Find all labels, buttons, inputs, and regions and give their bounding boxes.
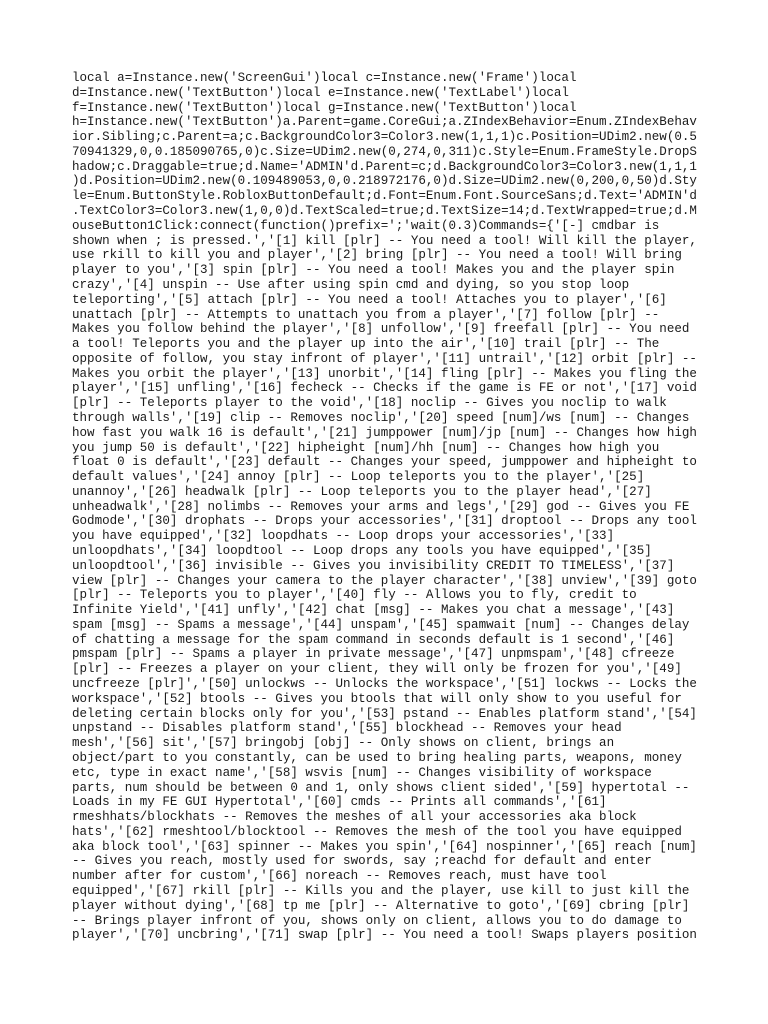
code-line: h=Instance.new('TextButton')a.Parent=game.CoreGui;a.ZIndexBehavior=Enum.ZIndexBehav — [72, 115, 697, 130]
code-line: default values','[24] annoy [plr] -- Loop teleports you to the player','[25] — [72, 470, 645, 485]
code-line: player to you','[3] spin [plr] -- You need a tool! Makes you and the player spin — [72, 263, 675, 278]
code-text-block — [72, 71, 702, 943]
code-line: number after for custom','[66] noreach -- Removes reach, must have tool — [72, 869, 607, 884]
code-line: [plr] -- Teleports player to the void','[18] noclip -- Gives you noclip to walk — [72, 396, 667, 411]
code-line: a tool! Teleports you and the player up into the air','[10] trail [plr] -- The — [72, 337, 660, 352]
code-line: shown when ; is pressed.','[1] kill [plr] -- You need a tool! Will kill the player, — [72, 233, 697, 248]
code-line: f=Instance.new('TextButton')local g=Instance.new('TextButton')local — [72, 100, 577, 115]
code-line: ouseButton1Click:connect(function()prefix=';'wait(0.3)Commands={'[-] cmdbar is — [72, 218, 660, 233]
code-line: -- Brings player infront of you, shows only on client, allows you to do damage to — [72, 913, 682, 928]
code-line: [plr] -- Freezes a player on your client, they will only be frozen for you','[49] — [72, 662, 682, 677]
code-line: aka block tool','[63] spinner -- Makes you spin','[64] nospinner','[65] reach [num] — [72, 839, 697, 854]
code-line: hadow;c.Draggable=true;d.Name='ADMIN'd.Parent=c;d.BackgroundColor3=Color3.new(1,1,1 — [72, 159, 697, 174]
code-line: pmspam [plr] -- Spams a player in private message','[47] unpmspam','[48] cfreeze — [72, 647, 675, 662]
code-line: )d.Position=UDim2.new(0.109489053,0,0.218972176,0)d.Size=UDim2.new(0,200,0,50)d.Sty — [72, 174, 697, 189]
code-line: you have equipped','[32] loopdhats -- Loop drops your accessories','[33] — [72, 529, 615, 544]
code-line: spam [msg] -- Spams a message','[44] unspam','[45] spamwait [num] -- Changes delay — [72, 617, 690, 632]
code-line: use rkill to kill you and player','[2] bring [plr] -- You need a tool! Will bring — [72, 248, 682, 263]
code-line: unannoy','[26] headwalk [plr] -- Loop teleports you to the player head','[27] — [72, 484, 652, 499]
code-line: le=Enum.ButtonStyle.RobloxButtonDefault;d.Font=Enum.Font.SourceSans;d.Text='ADMIN'd — [72, 189, 697, 204]
code-line: view [plr] -- Changes your camera to the player character','[38] unview','[39] goto — [72, 573, 697, 588]
code-line: unloopdhats','[34] loopdtool -- Loop drops any tools you have equipped','[35] — [72, 544, 652, 558]
code-line: .TextColor3=Color3.new(1,0,0)d.TextScaled=true;d.TextSize=14;d.TextWrapped=true;d.M — [72, 204, 697, 219]
code-line: Makes you follow behind the player','[8] unfollow','[9] freefall [plr] -- You need — [72, 322, 690, 337]
code-line: local a=Instance.new('ScreenGui')local c=Instance.new('Frame')local — [72, 71, 577, 85]
code-line: player without dying','[68] tp me [plr] -- Alternative to goto','[69] cbring [plr] — [72, 898, 690, 913]
code-line: unloopdtool','[36] invisible -- Gives you invisibility CREDIT TO TIMELESS','[37] — [72, 558, 675, 573]
code-line: ior.Sibling;c.Parent=a;c.BackgroundColor3=Color3.new(1,1,1)c.Position=UDim2.new(0.5 — [72, 130, 697, 145]
code-line: of chatting a message for the spam command in seconds default is 1 second','[46] — [72, 632, 675, 647]
code-line: through walls','[19] clip -- Removes noclip','[20] speed [num]/ws [num] -- Changes — [72, 410, 690, 425]
code-line: equipped','[67] rkill [plr] -- Kills you and the player, use kill to just kill the — [72, 883, 690, 898]
code-line: uncfreeze [plr]','[50] unlockws -- Unlocks the workspace','[51] lockws -- Locks the — [72, 677, 697, 692]
code-line: [plr] -- Teleports you to player','[40] fly -- Allows you to fly, credit to — [72, 588, 637, 603]
code-line: crazy','[4] unspin -- Use after using spin cmd and dying, so you stop loop — [72, 277, 630, 292]
code-line: teleporting','[5] attach [plr] -- You need a tool! Attaches you to player','[6] — [72, 292, 667, 307]
code-line: deleting certain blocks only for you','[53] pstand -- Enables platform stand','[54] — [72, 706, 697, 721]
code-line: mesh','[56] sit','[57] bringobj [obj] -- Only shows on client, brings an — [72, 736, 615, 751]
code-line: Godmode','[30] drophats -- Drops your accessories','[31] droptool -- Drops any tool — [72, 514, 697, 529]
code-line: Makes you orbit the player','[13] unorbit','[14] fling [plr] -- Makes you fling the — [72, 366, 697, 381]
code-line: opposite of follow, you stay infront of player','[11] untrail','[12] orbit [plr] -- — [72, 351, 697, 366]
code-line: workspace','[52] btools -- Gives you btools that will only show to you useful for — [72, 691, 682, 706]
code-line: Loads in my FE GUI Hypertotal','[60] cmds -- Prints all commands','[61] — [72, 795, 607, 810]
code-line: 70941329,0,0.185090765,0)c.Size=UDim2.new(0,274,0,311)c.Style=Enum.FrameStyle.DropS — [72, 144, 697, 159]
code-line: unheadwalk','[28] nolimbs -- Removes your arms and legs','[29] god -- Gives you FE — [72, 499, 690, 514]
code-line: how fast you walk 16 is default','[21] jumppower [num]/jp [num] -- Changes how high — [72, 425, 697, 440]
code-line: player','[15] unfling','[16] fecheck -- Checks if the game is FE or not','[17] void — [72, 381, 697, 396]
code-line: you jump 50 is default','[22] hipheight [num]/hh [num] -- Changes how high you — [72, 440, 660, 455]
code-line: unattach [plr] -- Attempts to unattach you from a player','[7] follow [plr] -- — [72, 307, 660, 322]
code-line: float 0 is default','[23] default -- Changes your speed, jumppower and hipheight to — [72, 455, 697, 470]
code-line: d=Instance.new('TextButton')local e=Instance.new('TextLabel')local — [72, 85, 569, 100]
code-line: etc, type in exact name','[58] wsvis [num] -- Changes visibility of workspace — [72, 765, 652, 780]
code-line: Infinite Yield','[41] unfly','[42] chat [msg] -- Makes you chat a message','[43] — [72, 603, 675, 618]
code-line: rmeshhats/blockhats -- Removes the meshes of all your accessories aka block — [72, 810, 637, 825]
code-line: object/part to you constantly, can be used to bring healing parts, weapons, money — [72, 750, 682, 765]
code-line: unpstand -- Disables platform stand','[55] blockhead -- Removes your head — [72, 721, 622, 736]
code-line: -- Gives you reach, mostly used for swords, say ;reachd for default and enter — [72, 854, 652, 869]
code-line: hats','[62] rmeshtool/blocktool -- Removes the mesh of the tool you have equipped — [72, 824, 682, 839]
code-line: parts, num should be between 0 and 1, only shows client sided','[59] hypertotal -- — [72, 780, 690, 795]
code-line: player','[70] uncbring','[71] swap [plr] -- You need a tool! Swaps players position — [72, 928, 697, 943]
